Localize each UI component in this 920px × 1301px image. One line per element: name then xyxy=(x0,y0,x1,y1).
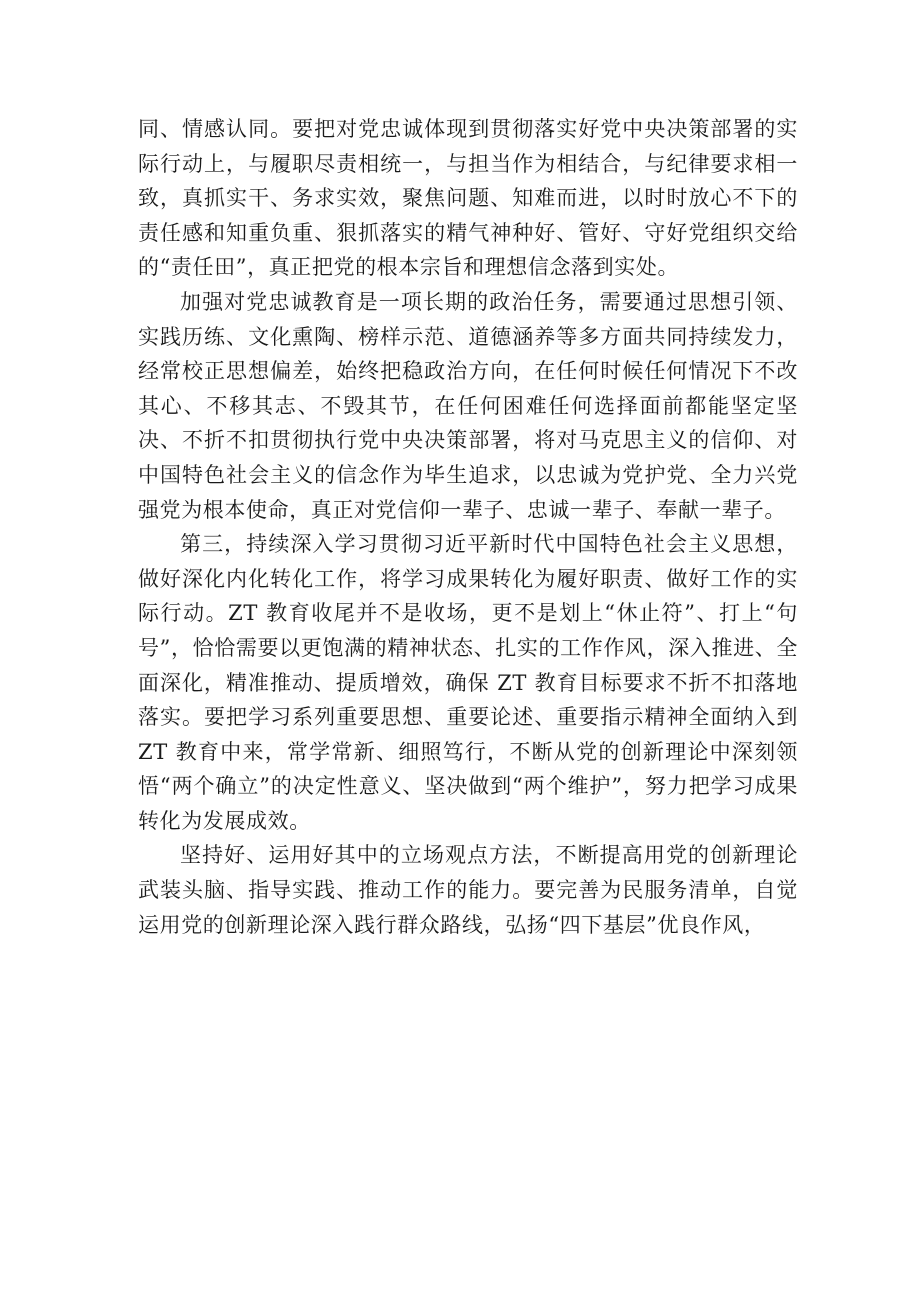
paragraph-4: 坚持好、运用好其中的立场观点方法，不断提高用党的创新理论武装头脑、指导实践、推动工作的能力。要完善为民服务清单，自觉运用党的创新理论深入践行群众路线，弘扬“四下基层”优良作风， xyxy=(138,843,798,937)
paragraph-1: 同、情感认同。要把对党忠诚体现到贯彻落实好党中央决策部署的实际行动上，与履职尽责相统一，与担当作为相结合，与纪律要求相一致，真抓实干、务求实效，聚焦问题、知难而进，以时时放心不下的责任感和知重负重、狠抓落实的精气神种好、管好、守好党组织交给的“责任田”，真正把党的根本宗旨和理想信念落到实处。 xyxy=(138,117,798,280)
document-body xyxy=(138,112,798,942)
paragraph-2: 加强对党忠诚教育是一项长期的政治任务，需要通过思想引领、实践历练、文化熏陶、榜样示范、道德涵养等多方面共同持续发力，经常校正思想偏差，始终把稳政治方向，在任何时候任何情况下不改其心、不移其志、不毁其节，在任何困难任何选择面前都能坚定坚决、不折不扣贯彻执行党中央决策部署，将对马克思主义的信仰、对中国特色社会主义的信念作为毕生追求，以忠诚为党护党、全力兴党强党为根本使命，真正对党信仰一辈子、忠诚一辈子、奉献一辈子。 xyxy=(138,289,798,522)
paragraph-3: 第三，持续深入学习贯彻习近平新时代中国特色社会主义思想，做好深化内化转化工作，将学习成果转化为履好职责、做好工作的实际行动。ZT 教育收尾并不是收场，更不是划上“休止符”、打上“句号”，恰恰需要以更饱满的精神状态、扎实的工作作风，深入推进、全面深化，精准推动、提质增效，确保 ZT 教育目标要求不折不扣落地落实。要把学习系列重要思想、重要论述、重要指示精神全面纳入到 ZT 教育中来，常学常新、细照笃行，不断从党的创新理论中深刻领悟“两个确立”的决定性意义、坚决做到“两个维护”，努力把学习成果转化为发展成效。 xyxy=(138,532,798,833)
